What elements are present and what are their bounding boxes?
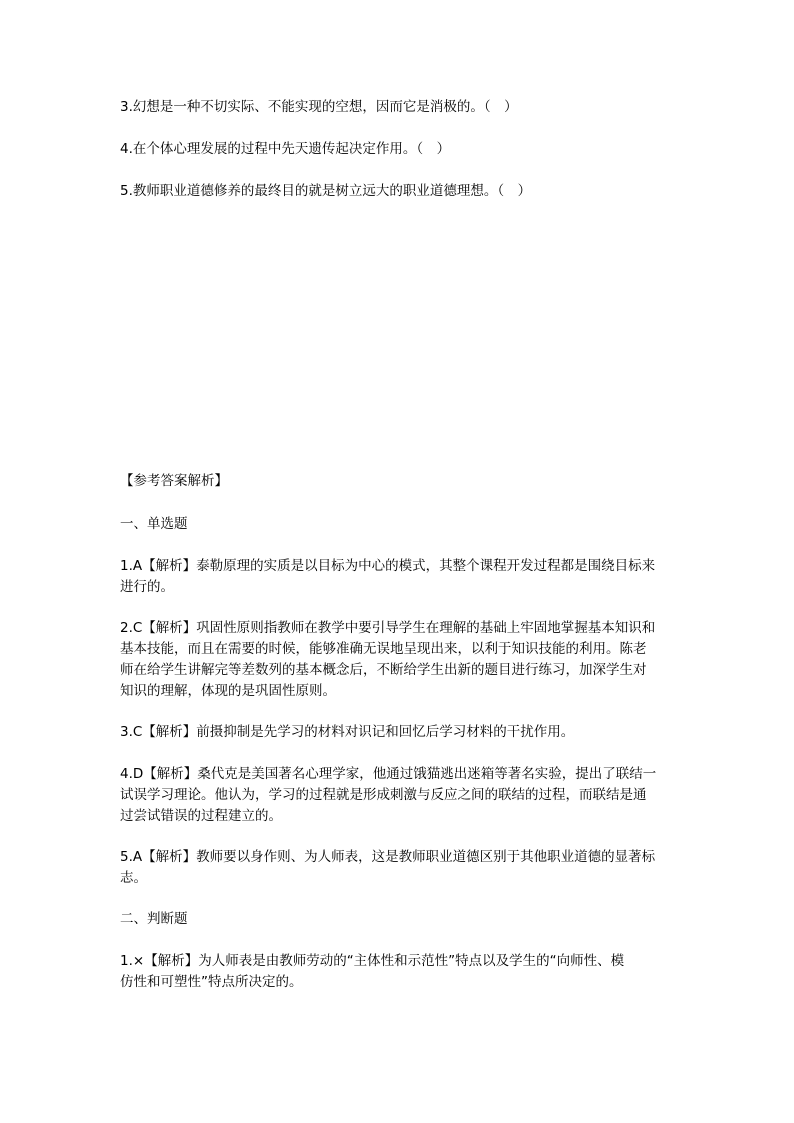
answer-line: 2.C【解析】巩固性原则指教师在教学中要引导学生在理解的基础上牢固地掌握基本知识和: [120, 620, 656, 636]
section-heading-single-choice: 一、单选题: [120, 516, 188, 532]
answer-line: 知识的理解，体现的是巩固性原则。: [120, 683, 336, 699]
answer-line: 试误学习理论。他认为，学习的过程就是形成刺激与反应之间的联结的过程，而联结是通: [120, 787, 647, 803]
answer-single-4: [120, 764, 676, 827]
answer-single-5: [120, 847, 676, 889]
question-judgment-3: 3.幻想是一种不切实际、不能实现的空想，因而它是消极的。（ ）: [120, 99, 518, 115]
question-judgment-5: 5.教师职业道德修养的最终目的就是树立远大的职业道德理想。（ ）: [120, 183, 532, 199]
answer-judgment-1: [120, 951, 676, 993]
answer-line: 进行的。: [120, 579, 174, 595]
answer-single-3: [120, 722, 676, 743]
answer-single-2: [120, 618, 676, 702]
answer-line: 1.×【解析】为人师表是由教师劳动的“主体性和示范性”特点以及学生的“向师性、模: [120, 953, 625, 969]
answer-heading: 【参考答案解析】: [120, 473, 228, 489]
question-judgment-4: 4.在个体心理发展的过程中先天遗传起决定作用。（ ）: [120, 141, 451, 157]
answer-line: 基本技能，而且在需要的时候，能够准确无误地呈现出来，以利于知识技能的利用。陈老: [120, 641, 647, 657]
answer-line: 志。: [120, 870, 147, 886]
answer-line: 3.C【解析】前摄抑制是先学习的材料对识记和回忆后学习材料的干扰作用。: [120, 724, 575, 740]
answer-line: 5.A【解析】教师要以身作则、为人师表，这是教师职业道德区别于其他职业道德的显著标: [120, 849, 656, 865]
answer-single-1: [120, 556, 676, 598]
answer-line: 仿性和可塑性”特点所决定的。: [120, 974, 303, 990]
answer-line: 过尝试错误的过程建立的。: [120, 808, 282, 824]
section-heading-judgment: 二、判断题: [120, 911, 188, 927]
answer-line: 1.A【解析】泰勒原理的实质是以目标为中心的模式，其整个课程开发过程都是围绕目标来: [120, 558, 656, 574]
answer-line: 4.D【解析】桑代克是美国著名心理学家，他通过饿猫逃出迷箱等著名实验，提出了联结一: [120, 766, 657, 782]
answer-line: 师在给学生讲解完等差数列的基本概念后，不断给学生出新的题目进行练习，加深学生对: [120, 662, 647, 678]
